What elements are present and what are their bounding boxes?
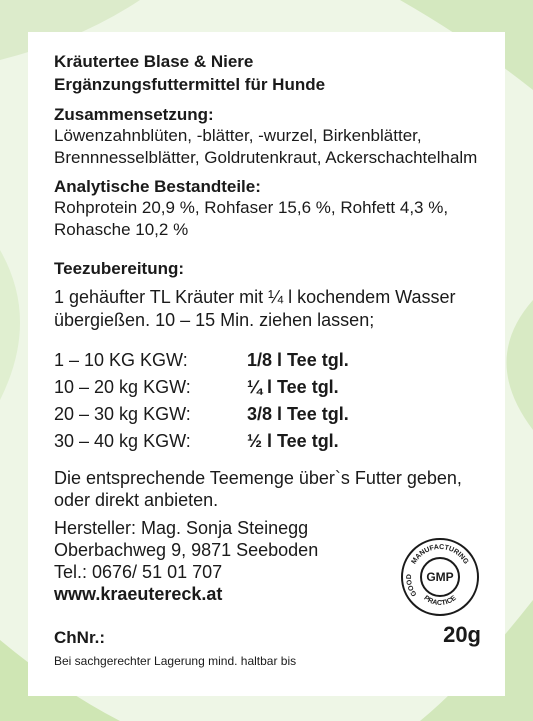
product-subtitle: Ergänzungsfuttermittel für Hunde — [54, 75, 326, 94]
svg-text:GOOD — [406, 574, 418, 597]
gmp-top-text: MANUFACTURING — [410, 543, 470, 566]
feeding-note-line: Die entsprechende Teemenge über`s Futter geben, — [54, 468, 462, 488]
dosage-weight: 10 – 20 kg KGW: — [54, 377, 191, 397]
preparation-line: 1 gehäufter TL Kräuter mit ¼ l kochendem Wasser — [54, 287, 456, 307]
svg-text:MANUFACTURING — [411, 544, 470, 566]
composition-line: Brennnesselblätter, Goldrutenkraut, Ackerschachtelhalm — [54, 148, 478, 167]
composition-heading: Zusammensetzung: — [54, 105, 214, 124]
manufacturer-website[interactable]: www.kraeutereck.at — [54, 584, 223, 604]
gmp-center-text: GMP — [426, 570, 454, 584]
feeding-note-line: oder direkt anbieten. — [54, 490, 219, 510]
product-title: Kräutertee Blase & Niere — [54, 52, 254, 71]
gmp-bottom-text: PRACTICE — [422, 594, 458, 608]
dosage-amount: 1/8 l Tee tgl. — [247, 350, 349, 370]
gmp-badge-icon — [400, 537, 480, 617]
analytics-line: Rohasche 10,2 % — [54, 220, 189, 239]
storage-note: Bei sachgerechter Lagerung mind. haltbar bis — [54, 654, 297, 668]
preparation-line: übergießen. 10 – 15 Min. ziehen lassen; — [54, 310, 375, 330]
manufacturer-address: Oberbachweg 9, 9871 Seeboden — [54, 540, 319, 560]
composition-line: Löwenzahnblüten, -blätter, -wurzel, Birkenblätter, — [54, 126, 422, 145]
analytics-line: Rohprotein 20,9 %, Rohfaser 15,6 %, Rohfett 4,3 %, — [54, 198, 449, 217]
batch-label: ChNr.: — [54, 628, 105, 647]
dosage-weight: 30 – 40 kg KGW: — [54, 431, 191, 451]
manufacturer-name: Hersteller: Mag. Sonja Steinegg — [54, 518, 309, 538]
dosage-weight: 1 – 10 KG KGW: — [54, 350, 188, 370]
manufacturer-phone: Tel.: 0676/ 51 01 707 — [54, 562, 223, 582]
gmp-left-text: GOOD — [406, 574, 419, 598]
dosage-amount: 3/8 l Tee tgl. — [247, 404, 349, 424]
dosage-amount: ¼ l Tee tgl. — [247, 377, 339, 397]
preparation-heading: Teezubereitung: — [54, 259, 185, 278]
net-weight: 20g — [443, 622, 481, 647]
dosage-amount: ½ l Tee tgl. — [247, 431, 339, 451]
dosage-weight: 20 – 30 kg KGW: — [54, 404, 191, 424]
analytics-heading: Analytische Bestandteile: — [54, 177, 261, 196]
